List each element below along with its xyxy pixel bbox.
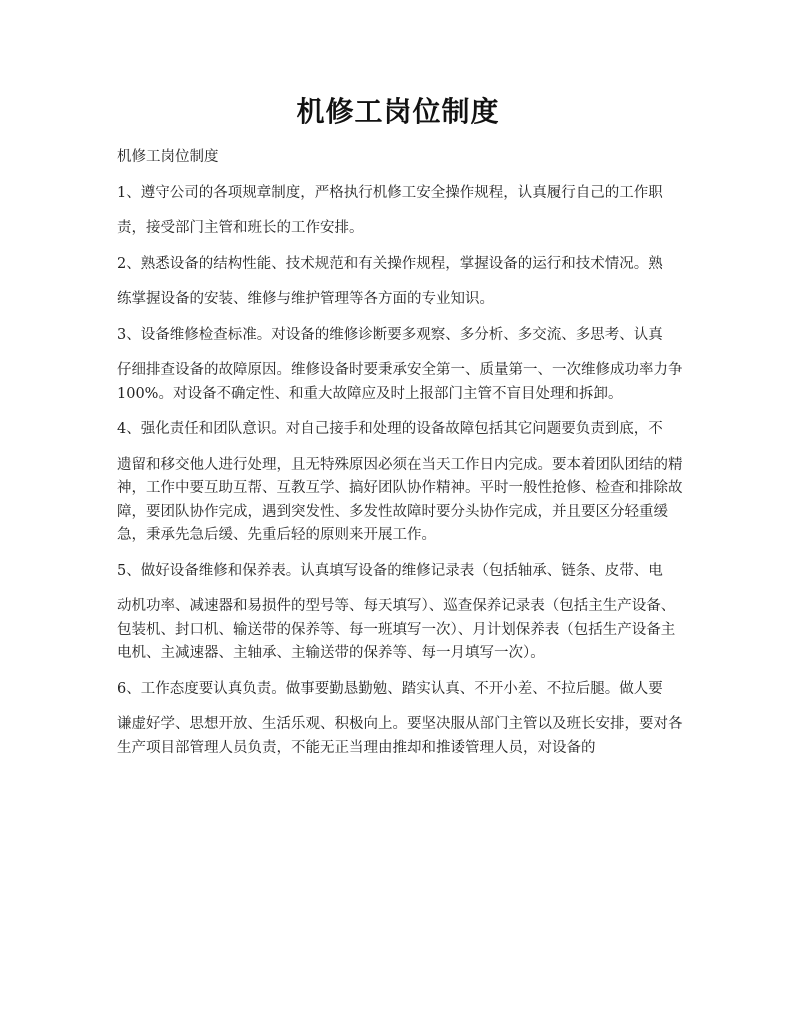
paragraph-1b: 责，接受部门主管和班长的工作安排。 [117,220,364,236]
paragraph-2b: 练掌握设备的安装、维修与维护管理等各方面的专业知识。 [117,291,494,307]
paragraph-5b: 动机功率、减速器和易损件的型号等、每天填写）、巡查保养记录表（包括主生产设备、包装机、封口机、输送带的保养等、每一班填写一次）、月计划保养表（包括生产设备主电机、主减速器、主轴承、主输送带的保养等、每一月填写一次）。 [117,598,676,661]
paragraph-subtitle: 机修工岗位制度 [117,149,219,165]
document-body [117,146,683,772]
paragraph-6a: 6、工作态度要认真负责。做事要勤恳勤勉、踏实认真、不开小差、不拉后腿。做人要 [117,680,663,697]
paragraph-3b: 仔细排查设备的故障原因。维修设备时要秉承安全第一、质量第一、一次维修成功率力争100%。对设备不确定性、和重大故障应及时上报部门主管不盲目处理和拆卸。 [117,362,683,402]
paragraph-3a: 3、设备维修检查标准。对设备的维修诊断要多观察、多分析、多交流、多思考、认真 [117,326,663,343]
document-title: 机修工岗位制度 [296,95,500,128]
paragraph-4b: 遗留和移交他人进行处理，且无特殊原因必须在当天工作日内完成。要本着团队团结的精神，工作中要互助互帮、互教互学、搞好团队协作精神。平时一般性抢修、检查和排除故障，要团队协作完成，遇到突发性、多发性故障时要分头协作完成，并且要区分轻重缓急，秉承先急后缓、先重后轻的原则来开展工作。 [117,456,683,543]
paragraph-5a: 5、做好设备维修和保养表。认真填写设备的维修记录表（包括轴承、链条、皮带、电 [117,562,663,579]
paragraph-6b: 谦虚好学、思想开放、生活乐观、积极向上。要坚决服从部门主管以及班长安排，要对各生产项目部管理人员负责，不能无正当理由推却和推诿管理人员，对设备的 [117,716,683,756]
paragraph-1a: 1、遵守公司的各项规章制度，严格执行机修工安全操作规程，认真履行自己的工作职 [117,184,663,201]
paragraph-2a: 2、熟悉设备的结构性能、技术规范和有关操作规程，掌握设备的运行和技术情况。熟 [117,255,663,272]
paragraph-4a: 4、强化责任和团队意识。对自己接手和处理的设备故障包括其它问题要负责到底，不 [117,421,663,437]
